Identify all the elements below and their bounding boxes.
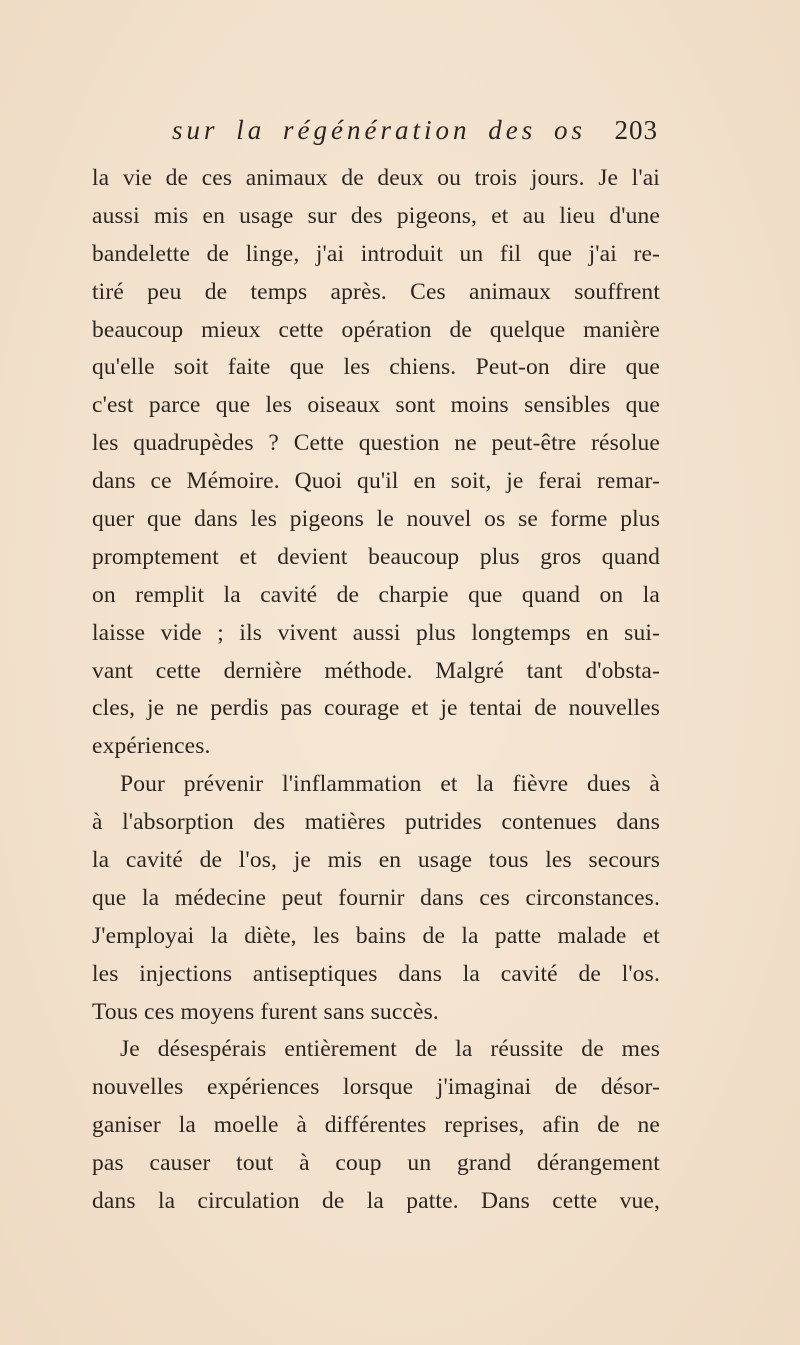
text-line: vant cette dernière méthode. Malgré tant d'obsta-: [92, 657, 660, 684]
text-line: Tous ces moyens furent sans succès.: [92, 998, 439, 1025]
text-line: bandelette de linge, j'ai introduit un fil que j'ai re-: [92, 240, 660, 267]
text-line: à l'absorption des matières putrides contenues dans: [92, 809, 660, 836]
text-line: dans ce Mémoire. Quoi qu'il en soit, je ferai remar-: [92, 468, 660, 495]
running-title: sur la régénération des os: [172, 115, 586, 145]
text-line: Pour prévenir l'inflammation et la fièvre dues à: [120, 771, 660, 798]
text-line: que la médecine peut fournir dans ces circonstances.: [92, 884, 660, 911]
text-line: c'est parce que les oiseaux sont moins sensibles que: [92, 392, 660, 419]
text-line: nouvelles expériences lorsque j'imaginai de désor-: [92, 1074, 660, 1101]
text-line: tiré peu de temps après. Ces animaux souffrent: [92, 278, 660, 305]
text-line: qu'elle soit faite que les chiens. Peut-on dire que: [92, 354, 660, 381]
text-line: dans la circulation de la patte. Dans cette vue,: [92, 1188, 660, 1215]
text-line: la cavité de l'os, je mis en usage tous les secours: [92, 847, 660, 874]
text-line: laisse vide ; ils vivent aussi plus longtemps en sui-: [92, 619, 660, 646]
body-text: [92, 160, 660, 1221]
text-line: les injections antiseptiques dans la cavité de l'os.: [92, 960, 660, 987]
text-line: expériences.: [92, 733, 211, 760]
text-line: Je désespérais entièrement de la réussite de mes: [120, 1036, 660, 1063]
page-number: 203: [614, 115, 658, 145]
text-line: quer que dans les pigeons le nouvel os se forme plus: [92, 506, 660, 533]
text-line: la vie de ces animaux de deux ou trois jours. Je l'ai: [92, 165, 660, 191]
text-line: pas causer tout à coup un grand dérangement: [92, 1150, 660, 1177]
text-line: ganiser la moelle à différentes reprises, afin de ne: [92, 1112, 660, 1139]
text-line: on remplit la cavité de charpie que quand on la: [92, 581, 660, 608]
text-line: cles, je ne perdis pas courage et je tentai de nouvelles: [92, 695, 660, 722]
text-line: promptement et devient beaucoup plus gros quand: [92, 543, 660, 570]
running-header: [92, 105, 658, 155]
text-line: J'employai la diète, les bains de la patte malade et: [92, 922, 660, 949]
text-line: aussi mis en usage sur des pigeons, et au lieu d'une: [92, 202, 660, 229]
text-line: beaucoup mieux cette opération de quelque manière: [92, 316, 660, 343]
text-line: les quadrupèdes ? Cette question ne peut-être résolue: [92, 430, 660, 457]
